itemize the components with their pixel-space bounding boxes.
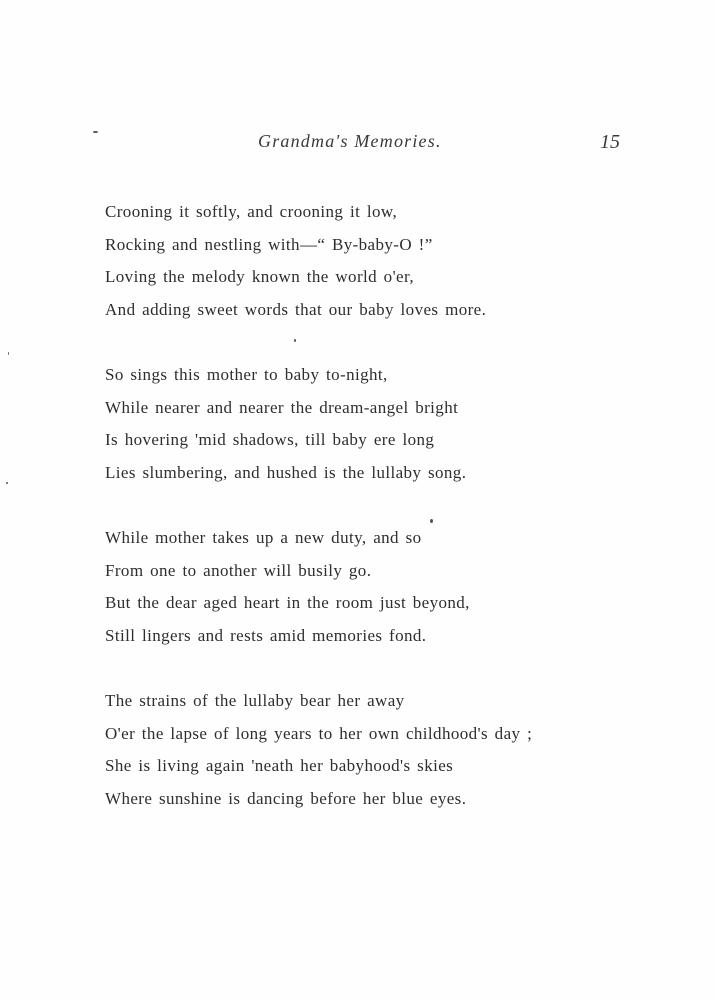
poem (105, 196, 665, 848)
poem-line: Still lingers and rests amid memories fond. (105, 625, 427, 645)
ink-speck (8, 352, 9, 355)
stanza-2 (105, 359, 665, 489)
poem-line: So sings this mother to baby to-night, (105, 365, 388, 384)
poem-line: And adding sweet words that our baby loves more. (105, 299, 487, 319)
poem-line: While mother takes up a new duty, and so (105, 528, 422, 547)
poem-line: But the dear aged heart in the room just beyond, (105, 593, 470, 612)
poem-line: Lies slumbering, and hushed is the lullaby song. (105, 462, 467, 482)
poem-line: Is hovering 'mid shadows, till baby ere long (105, 430, 435, 449)
ink-speck (430, 519, 433, 523)
ink-speck (93, 131, 98, 133)
page-number: 15 (600, 131, 620, 153)
stanza-1 (105, 196, 665, 326)
poem-line: O'er the lapse of long years to her own childhood's day ; (105, 723, 533, 743)
poem-line: The strains of the lullaby bear her away (105, 691, 405, 710)
poem-line: Rocking and nestling with—“ By-baby-O !” (105, 234, 433, 254)
ink-speck (6, 482, 8, 484)
poem-line: Where sunshine is dancing before her blue eyes. (105, 788, 467, 808)
ink-speck (294, 339, 296, 342)
poem-line: Crooning it softly, and crooning it low, (105, 202, 398, 221)
poem-line: She is living again 'neath her babyhood's skies (105, 756, 454, 775)
running-title: Grandma's Memories. (258, 131, 442, 151)
stanza-4 (105, 685, 665, 815)
stanza-3 (105, 522, 665, 652)
poem-line: Loving the melody known the world o'er, (105, 267, 415, 286)
running-head (0, 131, 715, 155)
poem-line: From one to another will busily go. (105, 560, 372, 580)
poem-line: While nearer and nearer the dream-angel bright (105, 397, 459, 417)
